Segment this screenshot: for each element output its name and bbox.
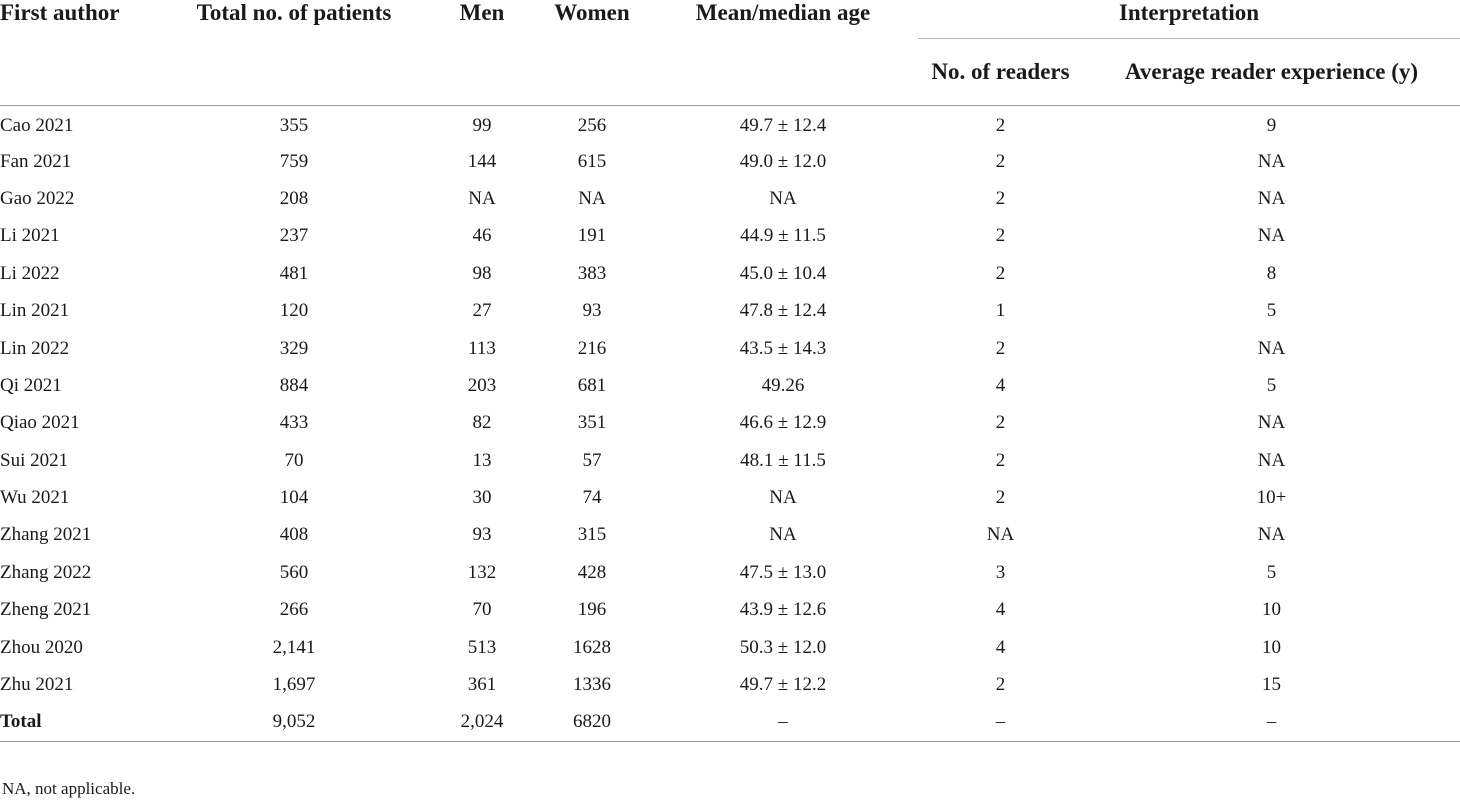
table-row [0, 292, 1460, 329]
table-row [0, 442, 1460, 479]
cell-total: 237 [279, 225, 309, 247]
cell-experience: 10+ [1256, 487, 1287, 509]
cell-readers: 1 [995, 300, 1006, 322]
cell-author: Wu 2021 [0, 487, 70, 509]
cell-women: 315 [577, 524, 607, 546]
header-experience: Average reader experience (y) [1083, 39, 1460, 106]
cell-total: 433 [279, 412, 309, 434]
cell-age: 49.26 [761, 374, 805, 396]
cell-author: Zhu 2021 [0, 674, 74, 696]
cell-women: 615 [577, 150, 607, 172]
cell-total-age: – [648, 704, 918, 741]
cell-women: 1336 [573, 674, 611, 696]
cell-total: 70 [284, 449, 304, 471]
cell-men: 93 [472, 524, 492, 546]
header-interpretation: Interpretation [918, 0, 1460, 39]
table-row [0, 592, 1460, 629]
cell-age: 50.3 ± 12.0 [739, 636, 827, 658]
cell-experience: 9 [1266, 115, 1277, 137]
cell-total-men-sum: 2,024 [428, 704, 536, 741]
cell-total: 2,141 [272, 636, 316, 658]
cell-total-patients-sum: 9,052 [160, 704, 428, 741]
cell-age: 48.1 ± 11.5 [740, 449, 826, 471]
cell-readers: 2 [995, 674, 1006, 696]
cell-men: 46 [472, 225, 492, 247]
cell-women: 428 [577, 561, 607, 583]
cell-total: 266 [279, 599, 309, 621]
cell-age: 49.7 ± 12.4 [739, 115, 827, 137]
table-row [0, 255, 1460, 292]
cell-author: Zhou 2020 [0, 636, 83, 658]
cell-readers: 2 [995, 115, 1006, 137]
cell-experience: 5 [1266, 561, 1277, 583]
cell-total: 355 [279, 115, 309, 137]
cell-total: 481 [279, 262, 309, 284]
total-row [0, 704, 1460, 741]
cell-age: 46.6 ± 12.9 [739, 412, 827, 434]
cell-men: 144 [467, 150, 497, 172]
table-row [0, 218, 1460, 255]
cell-author: Zhang 2021 [0, 524, 92, 546]
cell-age: NA [769, 487, 797, 509]
cell-total-women-sum: 6820 [536, 704, 648, 741]
table-row [0, 629, 1460, 666]
cell-age: 43.5 ± 14.3 [739, 337, 827, 359]
cell-women: 93 [582, 300, 602, 322]
cell-age: NA [769, 524, 797, 546]
cell-author: Sui 2021 [0, 449, 69, 471]
cell-experience: 10 [1262, 636, 1281, 658]
cell-experience: 10 [1262, 599, 1281, 621]
cell-men: 361 [467, 674, 497, 696]
cell-experience: 5 [1266, 300, 1277, 322]
cell-readers: 2 [995, 150, 1006, 172]
header-no-readers: No. of readers [918, 39, 1083, 106]
cell-total: 104 [279, 487, 309, 509]
cell-men: 30 [472, 487, 492, 509]
cell-men: 132 [467, 561, 497, 583]
cell-readers: 2 [995, 225, 1006, 247]
cell-women: 256 [577, 115, 607, 137]
cell-total: 1,697 [272, 674, 316, 696]
table-row [0, 554, 1460, 591]
table-footnote: NA, not applicable. [2, 779, 136, 798]
cell-readers: 2 [995, 487, 1006, 509]
cell-readers: 2 [995, 262, 1006, 284]
table-row [0, 330, 1460, 367]
cell-age: 47.5 ± 13.0 [739, 561, 827, 583]
cell-women: 57 [582, 449, 602, 471]
cell-total-readers: – [918, 704, 1083, 741]
cell-experience: NA [1257, 225, 1286, 247]
cell-author: Zheng 2021 [0, 599, 92, 621]
table-row [0, 405, 1460, 442]
cell-total: 408 [279, 524, 309, 546]
header-age: Mean/median age [648, 0, 918, 106]
cell-total: 759 [279, 150, 309, 172]
cell-women: 383 [577, 262, 607, 284]
cell-total: 208 [279, 187, 309, 209]
cell-women: 681 [577, 374, 607, 396]
table-row [0, 666, 1460, 703]
cell-age: 45.0 ± 10.4 [739, 262, 827, 284]
cell-women: 191 [577, 225, 607, 247]
cell-men: 99 [472, 115, 492, 137]
cell-readers: 2 [995, 187, 1006, 209]
cell-experience: NA [1257, 150, 1286, 172]
cell-total-experience: – [1083, 704, 1460, 741]
cell-experience: NA [1257, 337, 1286, 359]
cell-women: 1628 [573, 636, 611, 658]
cell-experience: NA [1257, 187, 1286, 209]
cell-men: 513 [467, 636, 497, 658]
cell-age: 49.7 ± 12.2 [739, 674, 827, 696]
table-row [0, 106, 1460, 143]
header-men: Men [428, 0, 536, 106]
cell-readers: 4 [995, 374, 1006, 396]
cell-men: 113 [468, 337, 496, 359]
header-total-patients: Total no. of patients [160, 0, 428, 106]
cell-author: Li 2022 [0, 262, 60, 284]
cell-age: 44.9 ± 11.5 [740, 225, 826, 247]
cell-women: 196 [577, 599, 607, 621]
cell-experience: 8 [1266, 262, 1277, 284]
cell-men: 13 [472, 449, 492, 471]
cell-author: Lin 2021 [0, 300, 70, 322]
cell-author: Qiao 2021 [0, 412, 80, 434]
cell-readers: 4 [995, 599, 1006, 621]
cell-women: 74 [582, 487, 602, 509]
cell-experience: 5 [1266, 374, 1277, 396]
cell-total: 120 [279, 300, 309, 322]
cell-age: 47.8 ± 12.4 [739, 300, 827, 322]
cell-readers: 2 [995, 412, 1006, 434]
cell-author: Lin 2022 [0, 337, 70, 359]
table-row [0, 367, 1460, 404]
cell-total-label: Total [0, 704, 160, 741]
cell-men: 70 [472, 599, 492, 621]
cell-readers: 4 [995, 636, 1006, 658]
table-row [0, 517, 1460, 554]
cell-author: Gao 2022 [0, 187, 75, 209]
header-women: Women [536, 0, 648, 106]
cell-age: 49.0 ± 12.0 [739, 150, 827, 172]
cell-men: 203 [467, 374, 497, 396]
cell-men: 27 [472, 300, 492, 322]
cell-readers: 2 [995, 449, 1006, 471]
cell-readers: 3 [995, 561, 1006, 583]
table-row [0, 479, 1460, 516]
cell-women: 216 [577, 337, 607, 359]
cell-readers: NA [986, 524, 1015, 546]
cell-women: 351 [577, 412, 607, 434]
cell-men: 98 [472, 262, 492, 284]
cell-author: Qi 2021 [0, 374, 62, 396]
cell-women: NA [578, 187, 606, 209]
cell-author: Fan 2021 [0, 150, 72, 172]
cell-author: Cao 2021 [0, 115, 74, 137]
cell-total: 560 [279, 561, 309, 583]
cell-experience: 15 [1262, 674, 1281, 696]
table-row [0, 143, 1460, 180]
cell-author: Zhang 2022 [0, 561, 92, 583]
header-first-author: First author [0, 0, 160, 106]
cell-readers: 2 [995, 337, 1006, 359]
cell-total: 884 [279, 374, 309, 396]
cell-total: 329 [279, 337, 309, 359]
cell-experience: NA [1257, 524, 1286, 546]
cell-experience: NA [1257, 412, 1286, 434]
table-row [0, 180, 1460, 217]
cell-men: 82 [472, 412, 492, 434]
cell-age: 43.9 ± 12.6 [739, 599, 827, 621]
cell-experience: NA [1257, 449, 1286, 471]
cell-men: NA [468, 187, 496, 209]
cell-age: NA [769, 187, 797, 209]
cell-author: Li 2021 [0, 225, 60, 247]
